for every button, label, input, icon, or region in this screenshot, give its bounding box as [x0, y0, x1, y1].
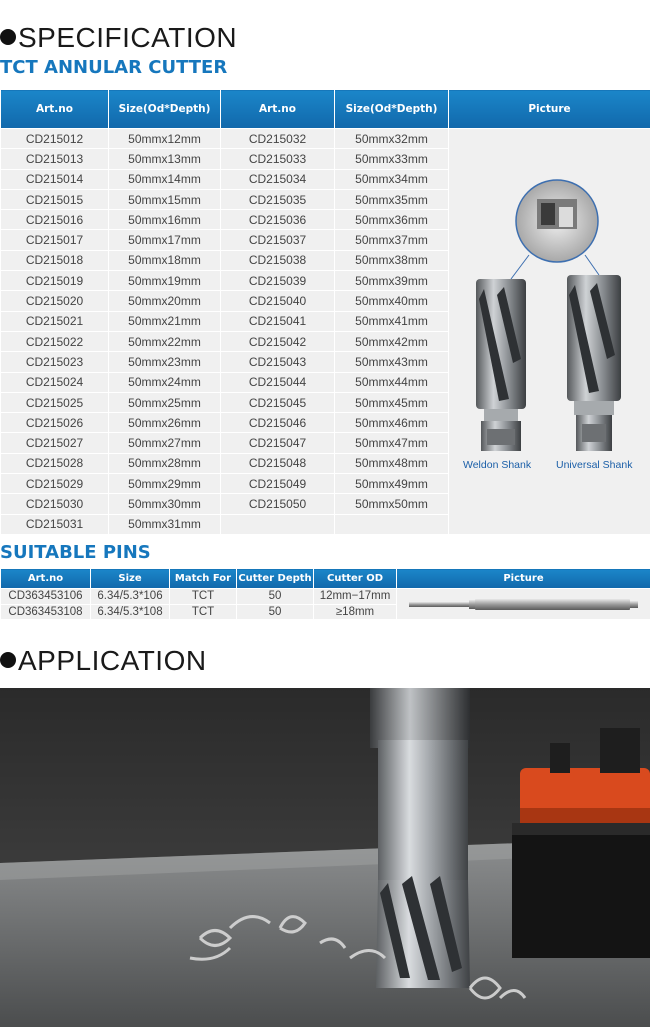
bullet-icon — [0, 652, 16, 668]
cell-size-2: 50mmx34mm — [335, 169, 449, 189]
pin-cutter-od: 12mm−17mm — [314, 589, 397, 605]
pin-size: 6.34/5.3*108 — [91, 604, 170, 620]
cell-size: 50mmx30mm — [109, 494, 221, 514]
cell-art-no: CD215023 — [1, 352, 109, 372]
cell-size: 50mmx12mm — [109, 129, 221, 149]
pins-header-art-no: Art.no — [1, 569, 91, 589]
pin-match-for: TCT — [170, 604, 237, 620]
pins-header-match-for: Match For — [170, 569, 237, 589]
cell-art-no-2: CD215050 — [221, 494, 335, 514]
spec-table-header — [1, 90, 650, 129]
cell-art-no-2: CD215045 — [221, 392, 335, 412]
pins-table — [0, 568, 650, 620]
suitable-pins-heading: SUITABLE PINS — [0, 542, 151, 563]
pin-cutter-od: ≥18mm — [314, 604, 397, 620]
cell-size: 50mmx17mm — [109, 230, 221, 250]
cell-size: 50mmx31mm — [109, 514, 221, 534]
cell-size: 50mmx20mm — [109, 291, 221, 311]
cell-art-no-2: CD215035 — [221, 189, 335, 209]
cell-art-no: CD215014 — [1, 169, 109, 189]
header-art-no-2: Art.no — [221, 90, 335, 129]
cell-art-no: CD215021 — [1, 311, 109, 331]
cell-art-no-2: CD215036 — [221, 210, 335, 230]
cell-art-no-2: CD215044 — [221, 372, 335, 392]
header-size: Size(Od*Depth) — [109, 90, 221, 129]
universal-shank-label: Universal Shank — [556, 459, 633, 471]
cell-art-no: CD215016 — [1, 210, 109, 230]
cell-size-2: 50mmx39mm — [335, 271, 449, 291]
cell-size: 50mmx21mm — [109, 311, 221, 331]
cell-art-no: CD215024 — [1, 372, 109, 392]
header-art-no: Art.no — [1, 90, 109, 129]
cell-art-no-2: CD215048 — [221, 453, 335, 473]
cell-size: 50mmx26mm — [109, 413, 221, 433]
pins-header-cutter-od: Cutter OD — [314, 569, 397, 589]
cell-art-no-2: CD215039 — [221, 271, 335, 291]
cell-art-no-2: CD215038 — [221, 250, 335, 270]
pins-header-size: Size — [91, 569, 170, 589]
cell-art-no: CD215029 — [1, 474, 109, 494]
application-heading: APPLICATION — [0, 647, 207, 675]
cell-size-2: 50mmx35mm — [335, 189, 449, 209]
cell-art-no: CD215013 — [1, 149, 109, 169]
cell-art-no: CD215022 — [1, 331, 109, 351]
application-photo — [0, 688, 650, 1027]
cell-art-no: CD215026 — [1, 413, 109, 433]
cell-size-2: 50mmx36mm — [335, 210, 449, 230]
cell-size: 50mmx27mm — [109, 433, 221, 453]
cell-size: 50mmx29mm — [109, 474, 221, 494]
pin-cutter-depth: 50 — [237, 589, 314, 605]
pin-picture-cell — [397, 589, 650, 620]
cell-size: 50mmx24mm — [109, 372, 221, 392]
picture-cell — [449, 129, 650, 535]
cell-size: 50mmx22mm — [109, 331, 221, 351]
pins-header-picture: Picture — [397, 569, 650, 589]
pin-cutter-depth: 50 — [237, 604, 314, 620]
cell-art-no-2: CD215034 — [221, 169, 335, 189]
tct-annular-cutter-subheading: TCT ANNULAR CUTTER — [0, 57, 228, 78]
spec-table — [0, 89, 650, 535]
cell-art-no-2: CD215043 — [221, 352, 335, 372]
cell-size: 50mmx13mm — [109, 149, 221, 169]
cell-art-no-2: CD215046 — [221, 413, 335, 433]
cell-art-no-2: CD215032 — [221, 129, 335, 149]
cell-size: 50mmx14mm — [109, 169, 221, 189]
cell-size: 50mmx28mm — [109, 453, 221, 473]
cell-size-2: 50mmx50mm — [335, 494, 449, 514]
cell-size: 50mmx23mm — [109, 352, 221, 372]
cell-art-no: CD215028 — [1, 453, 109, 473]
pins-header-cutter-depth: Cutter Depth — [237, 569, 314, 589]
cell-art-no: CD215031 — [1, 514, 109, 534]
cell-art-no: CD215015 — [1, 189, 109, 209]
cell-art-no-2: CD215041 — [221, 311, 335, 331]
header-picture: Picture — [449, 90, 650, 129]
cell-art-no-2: CD215040 — [221, 291, 335, 311]
pin-art-no: CD363453108 — [1, 604, 91, 620]
cell-art-no-2: CD215047 — [221, 433, 335, 453]
pilot-pin-image — [397, 590, 650, 619]
cell-size: 50mmx25mm — [109, 392, 221, 412]
cell-size-2: 50mmx49mm — [335, 474, 449, 494]
cell-art-no: CD215017 — [1, 230, 109, 250]
cell-art-no: CD215027 — [1, 433, 109, 453]
cell-size-2: 50mmx42mm — [335, 331, 449, 351]
cell-size-2: 50mmx44mm — [335, 372, 449, 392]
cell-size-2: 50mmx32mm — [335, 129, 449, 149]
cell-art-no: CD215030 — [1, 494, 109, 514]
header-size-2: Size(Od*Depth) — [335, 90, 449, 129]
cell-size: 50mmx18mm — [109, 250, 221, 270]
cell-art-no: CD215020 — [1, 291, 109, 311]
pin-art-no: CD363453106 — [1, 589, 91, 605]
cell-size-2: 50mmx43mm — [335, 352, 449, 372]
cell-size: 50mmx16mm — [109, 210, 221, 230]
weldon-shank-label: Weldon Shank — [463, 459, 532, 471]
cutter-picture — [449, 129, 649, 532]
table-row — [1, 589, 650, 605]
pin-match-for: TCT — [170, 589, 237, 605]
cell-size: 50mmx19mm — [109, 271, 221, 291]
cell-size-2: 50mmx40mm — [335, 291, 449, 311]
cell-size-2: 50mmx47mm — [335, 433, 449, 453]
cell-art-no-2: CD215037 — [221, 230, 335, 250]
cell-size-2: 50mmx38mm — [335, 250, 449, 270]
cell-art-no-2: CD215049 — [221, 474, 335, 494]
cell-size-2: 50mmx41mm — [335, 311, 449, 331]
specification-heading: SPECIFICATION — [0, 24, 237, 52]
cell-size-2: 50mmx37mm — [335, 230, 449, 250]
cell-size-2: 50mmx48mm — [335, 453, 449, 473]
cell-art-no: CD215012 — [1, 129, 109, 149]
cell-size: 50mmx15mm — [109, 189, 221, 209]
cell-art-no: CD215025 — [1, 392, 109, 412]
cell-art-no: CD215018 — [1, 250, 109, 270]
cell-size-2: 50mmx45mm — [335, 392, 449, 412]
pins-table-header — [1, 569, 650, 589]
cell-art-no-2: CD215033 — [221, 149, 335, 169]
pin-size: 6.34/5.3*106 — [91, 589, 170, 605]
bullet-icon — [0, 29, 16, 45]
drilling-scene-image — [0, 688, 650, 1027]
cell-art-no-2: CD215042 — [221, 331, 335, 351]
annular-cutter-image — [449, 129, 649, 474]
table-row — [1, 129, 650, 149]
cell-size-2: 50mmx33mm — [335, 149, 449, 169]
cell-size-2 — [335, 514, 449, 534]
cell-art-no: CD215019 — [1, 271, 109, 291]
cell-size-2: 50mmx46mm — [335, 413, 449, 433]
cell-art-no-2 — [221, 514, 335, 534]
